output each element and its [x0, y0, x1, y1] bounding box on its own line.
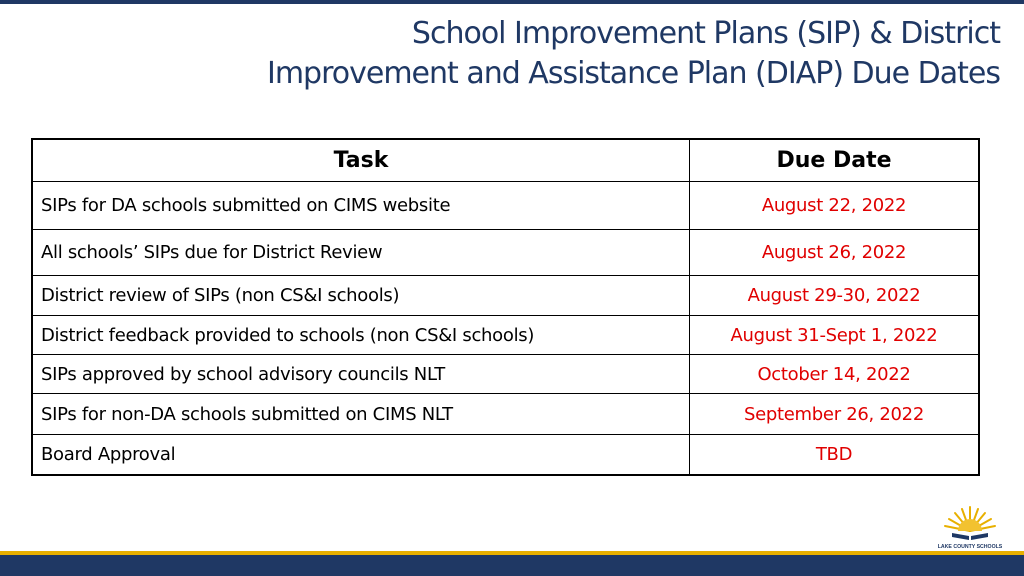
due-date-cell: August 31-Sept 1, 2022 [690, 316, 980, 355]
lake-county-schools-logo [938, 503, 1002, 551]
task-cell: SIPs for non-DA schools submitted on CIMS NLT [32, 394, 690, 435]
table-row [32, 230, 979, 276]
logo-text: LAKE COUNTY SCHOOLS [938, 544, 1002, 550]
task-cell: Board Approval [32, 435, 690, 475]
top-border-bar [0, 0, 1024, 4]
table-row [32, 394, 979, 435]
slide-title [40, 14, 1000, 94]
due-date-cell: TBD [690, 435, 980, 475]
table-row [32, 182, 979, 230]
slide-title-line-1: School Improvement Plans (SIP) & District [411, 16, 1000, 51]
due-date-column-header: Due Date [690, 139, 980, 182]
open-book-icon [952, 533, 988, 540]
task-cell: District feedback provided to schools (non CS&I schools) [32, 316, 690, 355]
table-header-row [32, 139, 979, 182]
task-cell: All schools’ SIPs due for District Review [32, 230, 690, 276]
due-date-cell: September 26, 2022 [690, 394, 980, 435]
table-row [32, 276, 979, 316]
due-date-cell: August 22, 2022 [690, 182, 980, 230]
task-cell: SIPs for DA schools submitted on CIMS website [32, 182, 690, 230]
footer-bar [0, 555, 1024, 576]
table-row [32, 355, 979, 394]
table-row [32, 435, 979, 475]
task-cell: SIPs approved by school advisory councils NLT [32, 355, 690, 394]
due-date-cell: August 29-30, 2022 [690, 276, 980, 316]
due-date-cell: August 26, 2022 [690, 230, 980, 276]
table-row [32, 316, 979, 355]
slide-title-line-2: Improvement and Assistance Plan (DIAP) Due Dates [266, 56, 1000, 91]
due-dates-table [31, 138, 980, 476]
task-cell: District review of SIPs (non CS&I schools) [32, 276, 690, 316]
due-date-cell: October 14, 2022 [690, 355, 980, 394]
task-column-header: Task [32, 139, 690, 182]
